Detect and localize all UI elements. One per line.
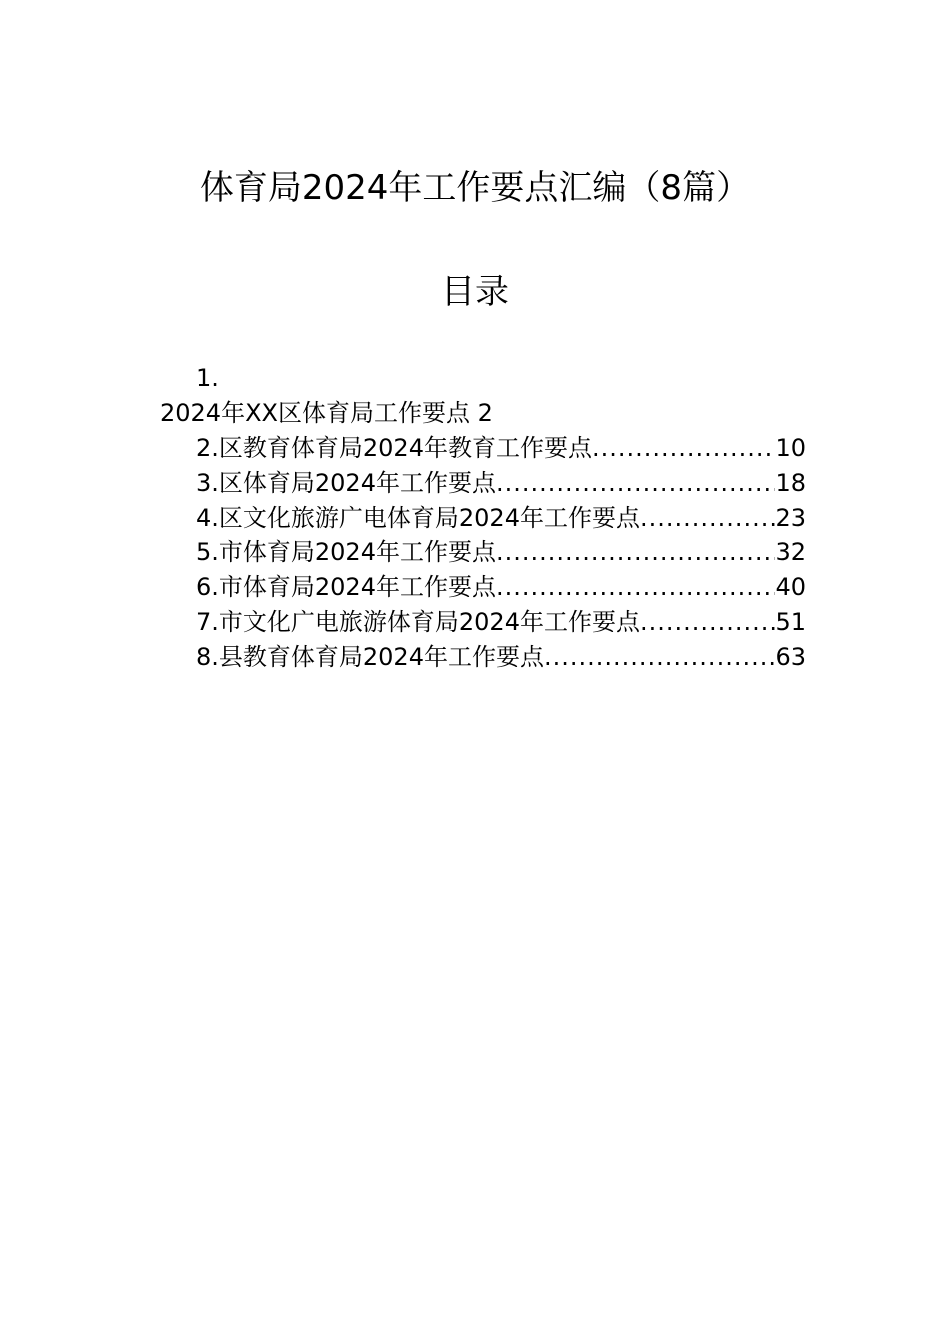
toc-page-number: 51 [775,608,806,636]
toc-dot-leader [592,433,775,463]
toc-dot-leader [496,468,775,498]
toc-dot-leader [496,572,775,602]
toc-page-number: 23 [775,504,806,532]
toc-entry-label: 2.区教育体育局2024年教育工作要点 [196,434,592,462]
toc-entry-8[interactable] [196,642,806,672]
toc-page-number: 32 [775,538,806,566]
toc-entry-label: 8.县教育体育局2024年工作要点 [196,643,544,671]
toc-page-number: 40 [775,573,806,601]
toc-dot-leader [640,503,775,533]
toc-page-number: 18 [775,469,806,497]
toc-entry-7[interactable] [196,607,806,637]
toc-page-number: 63 [775,643,806,671]
toc-dot-leader [640,607,775,637]
toc-entry-label: 6.市体育局2024年工作要点 [196,573,496,601]
toc-entry-label: 5.市体育局2024年工作要点 [196,538,496,566]
toc-page-number: 10 [775,434,806,462]
toc-entry-4[interactable] [196,503,806,533]
toc-entry-5[interactable] [196,537,806,567]
document-title: 体育局2024年工作要点汇编（8篇） [199,168,751,208]
toc-entry-1-number[interactable]: 1. [196,364,219,392]
toc-entry-label: 7.市文化广电旅游体育局2024年工作要点 [196,608,640,636]
toc-entry-label: 4.区文化旅游广电体育局2024年工作要点 [196,504,640,532]
toc-entry-2[interactable] [196,433,806,463]
toc-entry-3[interactable] [196,468,806,498]
toc-entry-1-text[interactable]: 2024年XX区体育局工作要点 2 [160,399,493,427]
toc-entry-6[interactable] [196,572,806,602]
toc-entry-label: 3.区体育局2024年工作要点 [196,469,496,497]
toc-heading: 目录 [441,272,509,312]
toc-dot-leader [544,642,775,672]
toc-dot-leader [496,537,775,567]
